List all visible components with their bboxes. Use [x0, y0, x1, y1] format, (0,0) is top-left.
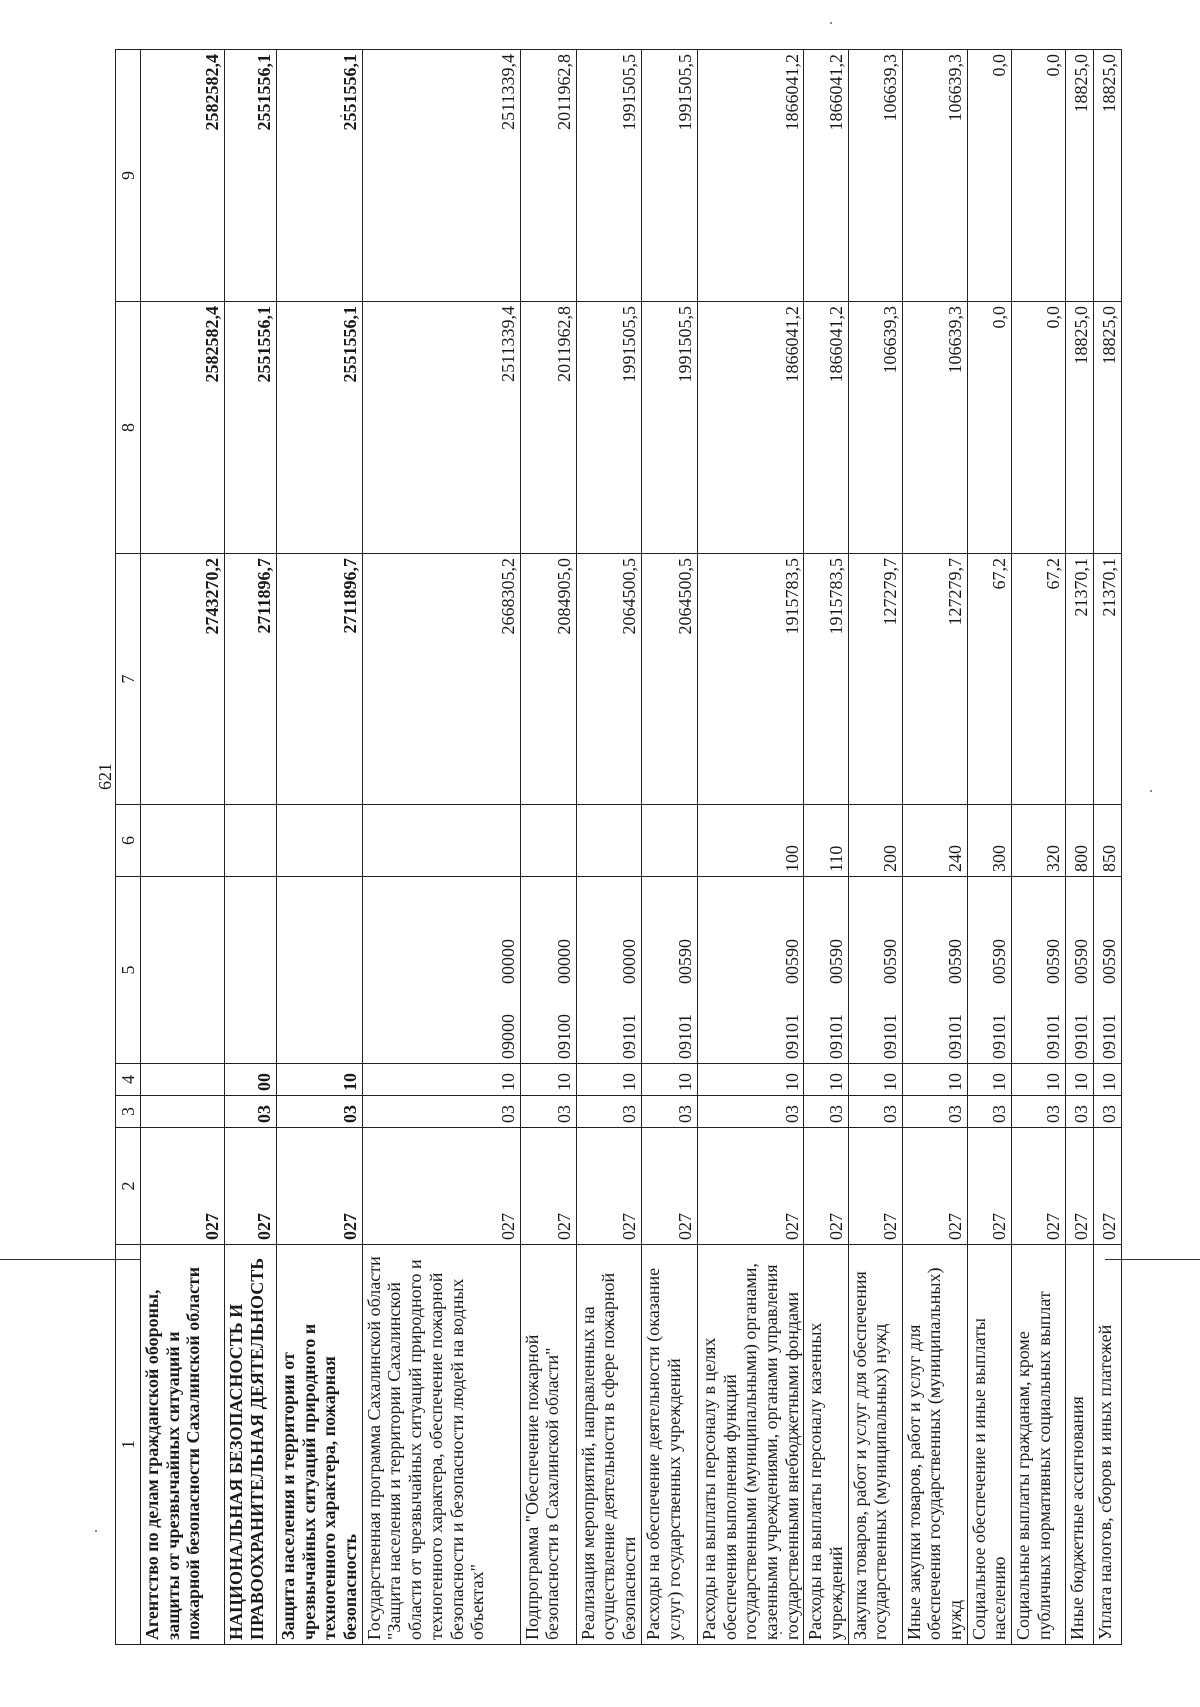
column-header: 2: [116, 1128, 141, 1245]
amount-col-7: 2084905,0: [520, 554, 576, 805]
target-article-part-a: 09101: [945, 1014, 965, 1059]
target-article-part-a: 09101: [1043, 1014, 1064, 1059]
section-code: 03: [1012, 1096, 1066, 1128]
amount-col-7: 21370,1: [1094, 554, 1122, 805]
amount-col-9: 2511339,4: [362, 50, 520, 302]
target-article-part-b: 00590: [1071, 939, 1092, 984]
ministry-code: 027: [1066, 1128, 1094, 1245]
ministry-code: 027: [576, 1128, 641, 1245]
amount-col-7: 67,2: [1012, 554, 1066, 805]
expense-type-code: 100: [697, 805, 803, 877]
section-code: 03: [967, 1096, 1011, 1128]
target-article-code: [141, 877, 225, 1064]
subsection-code: 10: [277, 1064, 363, 1096]
amount-col-9: 1991505,5: [641, 50, 697, 302]
section-code: 03: [1066, 1096, 1094, 1128]
subsection-code: 10: [902, 1064, 967, 1096]
amount-col-8: 2551556,1: [277, 302, 363, 554]
expense-type-code: 200: [848, 805, 902, 877]
target-article-part-b: 00590: [781, 939, 802, 984]
amount-col-9: 0,0: [1012, 50, 1066, 302]
column-header: 5: [116, 877, 141, 1064]
amount-col-9: 2551556,1: [225, 50, 277, 302]
page-number: 621: [95, 763, 115, 790]
item-name: Расходы на выплаты персоналу в целях обеспечения выполнения функций государственными (муниципальными) органами, казенными учреждениями, органами управления государственными внебюджетными фондами: [697, 1245, 803, 1645]
table-row: [277, 50, 363, 1645]
table-body: [141, 50, 1122, 1645]
subsection-code: 10: [1012, 1064, 1066, 1096]
amount-col-7: 2064500,5: [641, 554, 697, 805]
target-article-code: [576, 877, 641, 1064]
scan-speck: [830, 22, 832, 24]
item-name: Иные закупки товаров, работ и услуг для обеспечения государственных (муниципальных) нужд: [902, 1245, 967, 1645]
amount-col-7: 2711896,7: [225, 554, 277, 805]
expense-type-code: [576, 805, 641, 877]
amount-col-9: 0,0: [967, 50, 1011, 302]
ministry-code: 027: [848, 1128, 902, 1245]
amount-col-8: 0,0: [1012, 302, 1066, 554]
expense-type-code: 850: [1094, 805, 1122, 877]
target-article-part-b: 00000: [619, 939, 640, 984]
amount-col-9: 106639,3: [848, 50, 902, 302]
section-code: 03: [362, 1096, 520, 1128]
ministry-code: 027: [1012, 1128, 1066, 1245]
target-article-part-a: 09101: [879, 1014, 900, 1059]
section-code: 03: [277, 1096, 363, 1128]
section-code: [141, 1096, 225, 1128]
section-code: 03: [225, 1096, 277, 1128]
expense-type-code: [362, 805, 520, 877]
amount-col-9: 1866041,2: [697, 50, 803, 302]
amount-col-7: 67,2: [967, 554, 1011, 805]
table-row: [141, 50, 225, 1645]
item-name: Защита населения и территории от чрезвычайных ситуаций природного и техногенного характера, пожарная безопасность: [277, 1245, 363, 1645]
target-article-part-a: 09101: [1099, 1014, 1120, 1059]
amount-col-9: 1991505,5: [576, 50, 641, 302]
expense-type-code: 320: [1012, 805, 1066, 877]
expense-type-code: 800: [1066, 805, 1094, 877]
section-code: 03: [520, 1096, 576, 1128]
target-article-part-b: 00000: [554, 939, 575, 984]
amount-col-8: 1991505,5: [576, 302, 641, 554]
item-name: Социальное обеспечение и иные выплаты населению: [967, 1245, 1011, 1645]
item-name: Закупка товаров, работ и услуг для обеспечения государственных (муниципальных) нужд: [848, 1245, 902, 1645]
subsection-code: 10: [804, 1064, 848, 1096]
target-article-code: [641, 877, 697, 1064]
target-article-part-b: 00590: [675, 939, 696, 984]
expense-type-code: 240: [902, 805, 967, 877]
ministry-code: 027: [362, 1128, 520, 1245]
amount-col-7: 2668305,2: [362, 554, 520, 805]
item-name: Реализация мероприятий, направленных на осуществление деятельности в сфере пожарной безопасности: [576, 1245, 641, 1645]
item-name: Уплата налогов, сборов и иных платежей: [1094, 1245, 1122, 1645]
subsection-code: 10: [576, 1064, 641, 1096]
column-header: 1: [116, 1245, 141, 1645]
table-row: [804, 50, 848, 1645]
table-row: [641, 50, 697, 1645]
section-code: 03: [1094, 1096, 1122, 1128]
amount-col-8: 106639,3: [902, 302, 967, 554]
target-article-part-b: 00590: [1043, 939, 1064, 984]
section-code: 03: [697, 1096, 803, 1128]
ministry-code: 027: [225, 1128, 277, 1245]
amount-col-7: 2743270,2: [141, 554, 225, 805]
target-article-code: [1012, 877, 1066, 1064]
expense-type-code: [641, 805, 697, 877]
ministry-code: 027: [804, 1128, 848, 1245]
amount-col-8: 1866041,2: [697, 302, 803, 554]
ministry-code: 027: [520, 1128, 576, 1245]
amount-col-9: 2582582,4: [141, 50, 225, 302]
section-code: 03: [641, 1096, 697, 1128]
expense-type-code: 110: [804, 805, 848, 877]
column-number-row: [116, 50, 141, 1645]
target-article-part-a: 09100: [554, 1014, 575, 1059]
amount-col-9: 2551556,1: [277, 50, 363, 302]
amount-col-8: 106639,3: [848, 302, 902, 554]
rotated-table-container: [115, 50, 1120, 1645]
section-code: 03: [804, 1096, 848, 1128]
item-name: Агентство по делам гражданской обороны, защиты от чрезвычайных ситуаций и пожарной безопасности Сахалинской области: [141, 1245, 225, 1645]
section-code: 03: [902, 1096, 967, 1128]
subsection-code: 10: [967, 1064, 1011, 1096]
subsection-code: 10: [362, 1064, 520, 1096]
item-name: Подпрограмма "Обеспечение пожарной безопасности в Сахалинской области": [520, 1245, 576, 1645]
subsection-code: 10: [1066, 1064, 1094, 1096]
target-article-part-a: 09101: [619, 1014, 640, 1059]
table-row: [848, 50, 902, 1645]
column-header: 4: [116, 1064, 141, 1096]
target-article-code: [804, 877, 848, 1064]
target-article-part-b: 00590: [945, 939, 965, 984]
table-row: [967, 50, 1011, 1645]
target-article-part-b: 00590: [825, 939, 846, 984]
table-row: [697, 50, 803, 1645]
ministry-code: 027: [902, 1128, 967, 1245]
target-article-part-b: 00590: [989, 939, 1010, 984]
subsection-code: 00: [225, 1064, 277, 1096]
amount-col-7: 2711896,7: [277, 554, 363, 805]
table-row: [225, 50, 277, 1645]
ministry-code: 027: [277, 1128, 363, 1245]
table-row: [1094, 50, 1122, 1645]
target-article-part-a: 09101: [781, 1014, 802, 1059]
amount-col-8: 2551556,1: [225, 302, 277, 554]
target-article-code: [848, 877, 902, 1064]
item-name: Иные бюджетные ассигнования: [1066, 1245, 1094, 1645]
table-row: [902, 50, 967, 1645]
amount-col-7: 127279,7: [848, 554, 902, 805]
subsection-code: [141, 1064, 225, 1096]
target-article-code: [967, 877, 1011, 1064]
amount-col-7: 2064500,5: [576, 554, 641, 805]
target-article-part-a: 09101: [825, 1014, 846, 1059]
amount-col-9: 1866041,2: [804, 50, 848, 302]
column-header: 3: [116, 1096, 141, 1128]
amount-col-8: 0,0: [967, 302, 1011, 554]
amount-col-8: 2582582,4: [141, 302, 225, 554]
target-article-code: [520, 877, 576, 1064]
target-article-code: [277, 877, 363, 1064]
target-article-part-a: 09101: [1071, 1014, 1092, 1059]
amount-col-8: 2011962,8: [520, 302, 576, 554]
subsection-code: 10: [697, 1064, 803, 1096]
target-article-code: [362, 877, 520, 1064]
table-row: [362, 50, 520, 1645]
column-header: 6: [116, 805, 141, 877]
column-header: 7: [116, 554, 141, 805]
ministry-code: 027: [1094, 1128, 1122, 1245]
expense-type-code: [141, 805, 225, 877]
target-article-part-a: 09101: [989, 1014, 1010, 1059]
amount-col-9: 18825,0: [1094, 50, 1122, 302]
amount-col-9: 106639,3: [902, 50, 967, 302]
amount-col-8: 1991505,5: [641, 302, 697, 554]
target-article-code: [1066, 877, 1094, 1064]
ministry-code: 027: [141, 1128, 225, 1245]
expense-type-code: 300: [967, 805, 1011, 877]
expense-type-code: [277, 805, 363, 877]
target-article-code: [1094, 877, 1122, 1064]
target-article-part-a: 09101: [675, 1014, 696, 1059]
target-article-code: [902, 877, 967, 1064]
amount-col-9: 18825,0: [1066, 50, 1094, 302]
target-article-part-b: 00590: [1099, 939, 1120, 984]
amount-col-7: 1915783,5: [697, 554, 803, 805]
item-name: Государственная программа Сахалинской области "Защита населения и территории Сахалинской области от чрезвычайных ситуаций природного и техногенного характера, обеспечение пожарной безопасности и безопасности людей на водных объектах": [362, 1245, 520, 1645]
subsection-code: 10: [641, 1064, 697, 1096]
target-article-code: [225, 877, 277, 1064]
item-name: Расходы на обеспечение деятельности (оказание услуг) государственных учреждений: [641, 1245, 697, 1645]
amount-col-8: 18825,0: [1066, 302, 1094, 554]
amount-col-7: 1915783,5: [804, 554, 848, 805]
column-header: 9: [116, 50, 141, 302]
subsection-code: 10: [848, 1064, 902, 1096]
target-article-code: [697, 877, 803, 1064]
section-code: 03: [576, 1096, 641, 1128]
amount-col-9: 2011962,8: [520, 50, 576, 302]
amount-col-7: 21370,1: [1066, 554, 1094, 805]
item-name: НАЦИОНАЛЬНАЯ БЕЗОПАСНОСТЬ И ПРАВООХРАНИТЕЛЬНАЯ ДЕЯТЕЛЬНОСТЬ: [225, 1245, 277, 1645]
ministry-code: 027: [967, 1128, 1011, 1245]
budget-table: [115, 49, 1122, 1645]
target-article-part-b: 00000: [498, 939, 519, 984]
ministry-code: 027: [697, 1128, 803, 1245]
amount-col-8: 18825,0: [1094, 302, 1122, 554]
expense-type-code: [520, 805, 576, 877]
scan-speck: [1150, 790, 1152, 792]
target-article-part-b: 00590: [879, 939, 900, 984]
table-row: [1066, 50, 1094, 1645]
amount-col-7: 127279,7: [902, 554, 967, 805]
subsection-code: 10: [520, 1064, 576, 1096]
column-header: 8: [116, 302, 141, 554]
table-row: [1012, 50, 1066, 1645]
amount-col-8: 1866041,2: [804, 302, 848, 554]
item-name: Социальные выплаты гражданам, кроме публичных нормативных социальных выплат: [1012, 1245, 1066, 1645]
ministry-code: 027: [641, 1128, 697, 1245]
table-row: [520, 50, 576, 1645]
scan-speck: [95, 1530, 97, 1532]
subsection-code: 10: [1094, 1064, 1122, 1096]
amount-col-8: 2511339,4: [362, 302, 520, 554]
section-code: 03: [848, 1096, 902, 1128]
target-article-part-a: 09000: [498, 1014, 519, 1059]
item-name: Расходы на выплаты персоналу казенных учреждений: [804, 1245, 848, 1645]
table-row: [576, 50, 641, 1645]
expense-type-code: [225, 805, 277, 877]
